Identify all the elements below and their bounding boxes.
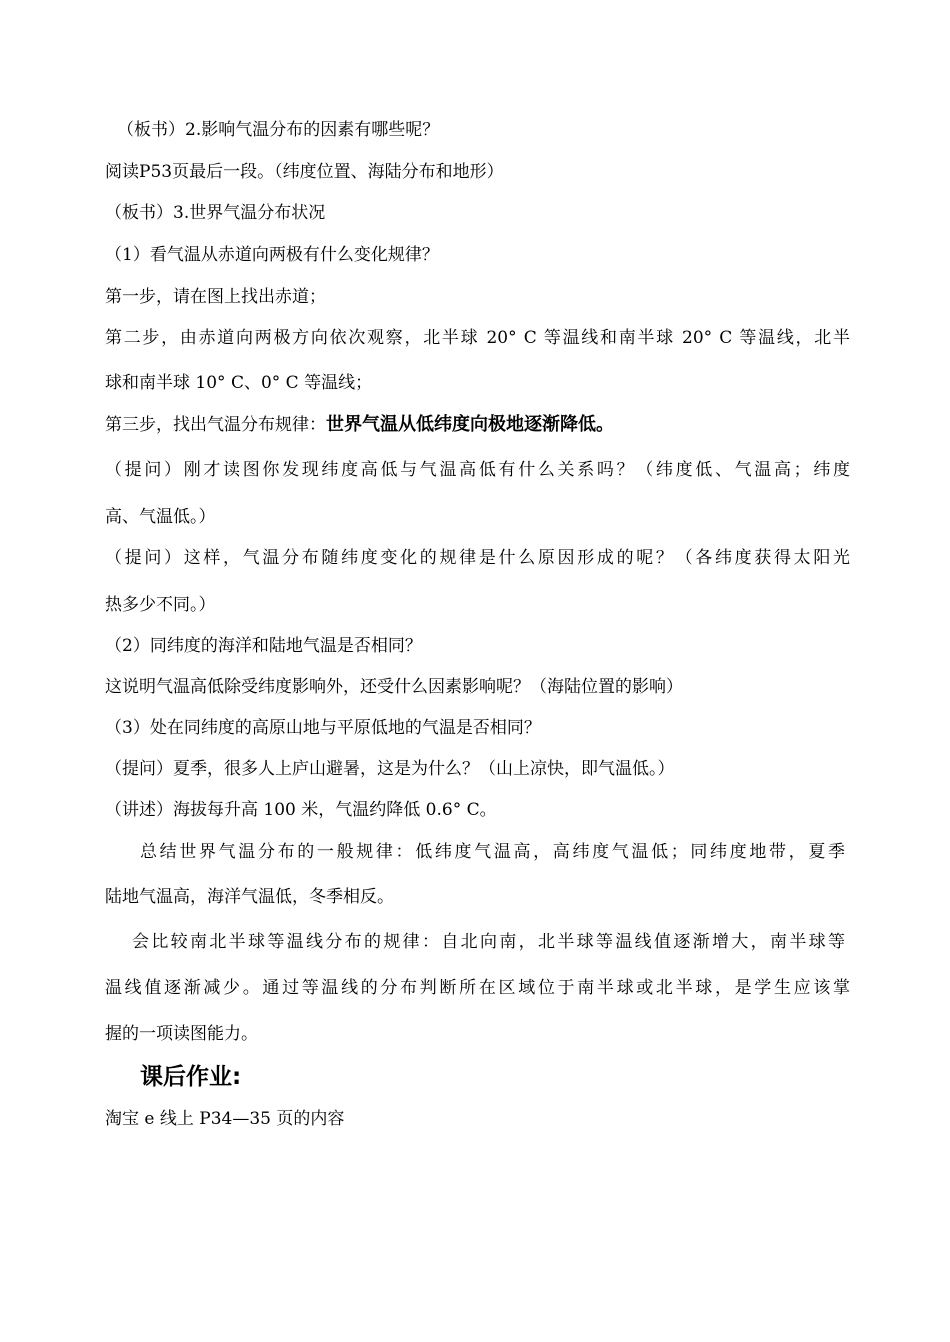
text-line: （1）看气温从赤道向两极有什么变化规律？ <box>105 245 439 265</box>
text-line: （讲述）海拔每升高 100 米，气温约降低 0.6° C。 <box>105 800 497 820</box>
text-line: （提问）这样，气温分布随纬度变化的规律是什么原因形成的呢？（各纬度获得太阳光 <box>105 548 850 568</box>
text-line <box>105 413 850 437</box>
emphasis-text: 世界气温从低纬度向极地逐渐降低。 <box>326 414 614 435</box>
text-line: 淘宝 e 线上 P34—35 页的内容 <box>105 1109 345 1129</box>
text-line: 高、气温低。） <box>105 507 216 527</box>
text-line: （提问）刚才读图你发现纬度高低与气温高低有什么关系吗？（纬度低、气温高；纬度 <box>105 460 850 480</box>
text-line: 球和南半球 10° C、0° C 等温线； <box>105 373 373 393</box>
homework-heading: 课后作业: <box>140 1064 242 1090</box>
text-line: （板书）2.影响气温分布的因素有哪些呢？ <box>117 120 440 140</box>
text-line: 第一步，请在图上找出赤道； <box>105 287 326 307</box>
text-line: 陆地气温高，海洋气温低，冬季相反。 <box>105 887 394 907</box>
text-line: 握的一项读图能力。 <box>105 1024 258 1044</box>
text-line: 阅读P53页最后一段。（纬度位置、海陆分布和地形） <box>105 162 504 182</box>
text-line: 温线值逐渐减少。通过等温线的分布判断所在区域位于南半球或北半球，是学生应该掌 <box>105 978 850 998</box>
text-line: 会比较南北半球等温线分布的规律：自北向南，北半球等温线值逐渐增大，南半球等 <box>132 932 845 952</box>
text-line: （提问）夏季，很多人上庐山避暑，这是为什么？（山上凉快，即气温低。） <box>105 759 675 779</box>
text-line: （板书）3.世界气温分布状况 <box>105 203 326 223</box>
text-line-prefix: 第三步，找出气温分布规律： <box>105 415 326 435</box>
text-line: 这说明气温高低除受纬度影响外，还受什么因素影响呢？（海陆位置的影响） <box>105 677 683 697</box>
text-line: 总结世界气温分布的一般规律：低纬度气温高，高纬度气温低；同纬度地带，夏季 <box>140 842 845 862</box>
text-line: 热多少不同。） <box>105 595 216 615</box>
text-line: （3）处在同纬度的高原山地与平原低地的气温是否相同？ <box>105 718 541 738</box>
text-line: 第二步，由赤道向两极方向依次观察，北半球 20° C 等温线和南半球 20° C 等温线，北半 <box>105 328 850 348</box>
text-line: （2）同纬度的海洋和陆地气温是否相同？ <box>105 636 422 656</box>
